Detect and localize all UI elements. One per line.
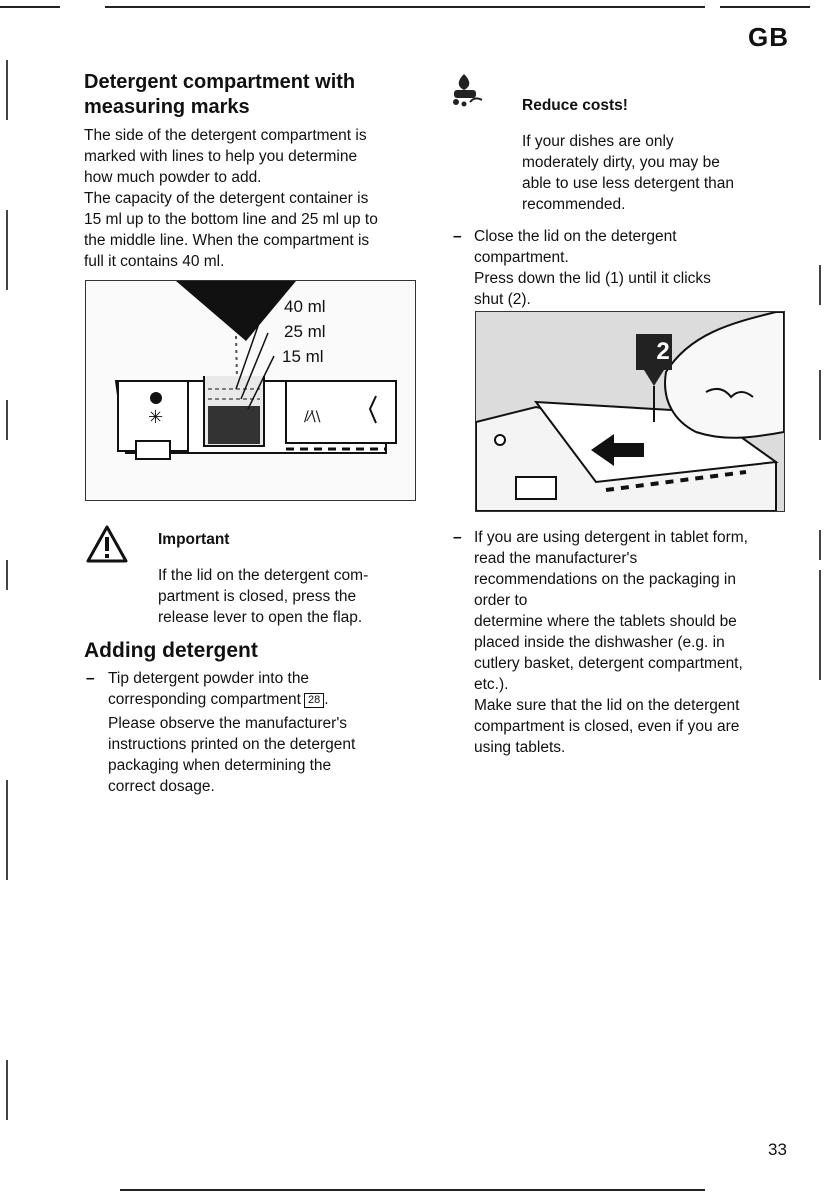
list-dash: –	[453, 228, 462, 245]
figure-reference: 28	[304, 693, 324, 708]
top-rule	[105, 6, 705, 8]
margin-mark	[6, 780, 8, 880]
tablet-step: If you are using detergent in tablet form, read the manufacturer's recommendations on the packaging in order to determine where the tablets should be placed inside the dishwasher (e.g. in cutlery basket, detergent compartment, etc.). Make sure that the lid on the detergent compartment is closed, even if you are using tablets.	[474, 529, 748, 756]
list-dash: –	[86, 670, 95, 687]
list-dash: –	[453, 529, 462, 546]
page-number: 33	[768, 1140, 787, 1159]
close-lid-illustration	[475, 311, 785, 512]
figure-label-40ml: 40 ml	[284, 297, 326, 316]
bottom-rule	[120, 1189, 705, 1191]
tip-title: Reduce costs!	[522, 97, 628, 114]
warning-triangle-icon	[86, 525, 128, 568]
margin-mark	[819, 570, 821, 680]
step-number-marker: 2	[656, 338, 670, 365]
important-title: Important	[158, 531, 230, 548]
section-heading: Detergent compartment with measuring marks	[84, 71, 356, 118]
svg-text:✳: ✳	[148, 407, 164, 428]
figure-label-25ml: 25 ml	[284, 322, 326, 341]
top-rule	[0, 6, 60, 8]
close-lid-step: Close the lid on the detergent compartment. Press down the lid (1) until it clicks shut (2).	[474, 228, 711, 308]
margin-mark	[6, 560, 8, 590]
adding-step: Tip detergent powder into the corresponding compartment 28 . Please observe the manufacturer's instructions printed on the detergent packaging when determining the correct dosage.	[108, 670, 356, 795]
margin-mark	[819, 530, 821, 560]
margin-mark	[6, 400, 8, 440]
margin-mark	[819, 370, 821, 440]
top-rule	[720, 6, 810, 8]
svg-text:/⁄\\: /⁄\\	[304, 409, 321, 425]
figure-label-15ml: 15 ml	[282, 347, 324, 366]
margin-mark	[6, 1060, 8, 1120]
adding-detergent-heading: Adding detergent	[84, 639, 258, 662]
compartment-illustration	[85, 280, 416, 501]
important-body: If the lid on the detergent com- partment is closed, press the release lever to open the flap.	[158, 567, 369, 626]
tip-body: If your dishes are only moderately dirty, you may be able to use less detergent than recommended.	[522, 133, 734, 213]
margin-mark	[6, 210, 8, 290]
margin-mark	[819, 265, 821, 305]
margin-mark	[6, 60, 8, 120]
language-code: GB	[748, 22, 789, 52]
intro-paragraph: The side of the detergent compartment is marked with lines to help you determine how much powder to add. The capacity of the detergent container is 15 ml up to the bottom line and 25 ml up to the middle line. When the compartment is full it contains 40 ml.	[84, 127, 378, 270]
eco-tip-icon	[448, 72, 490, 115]
